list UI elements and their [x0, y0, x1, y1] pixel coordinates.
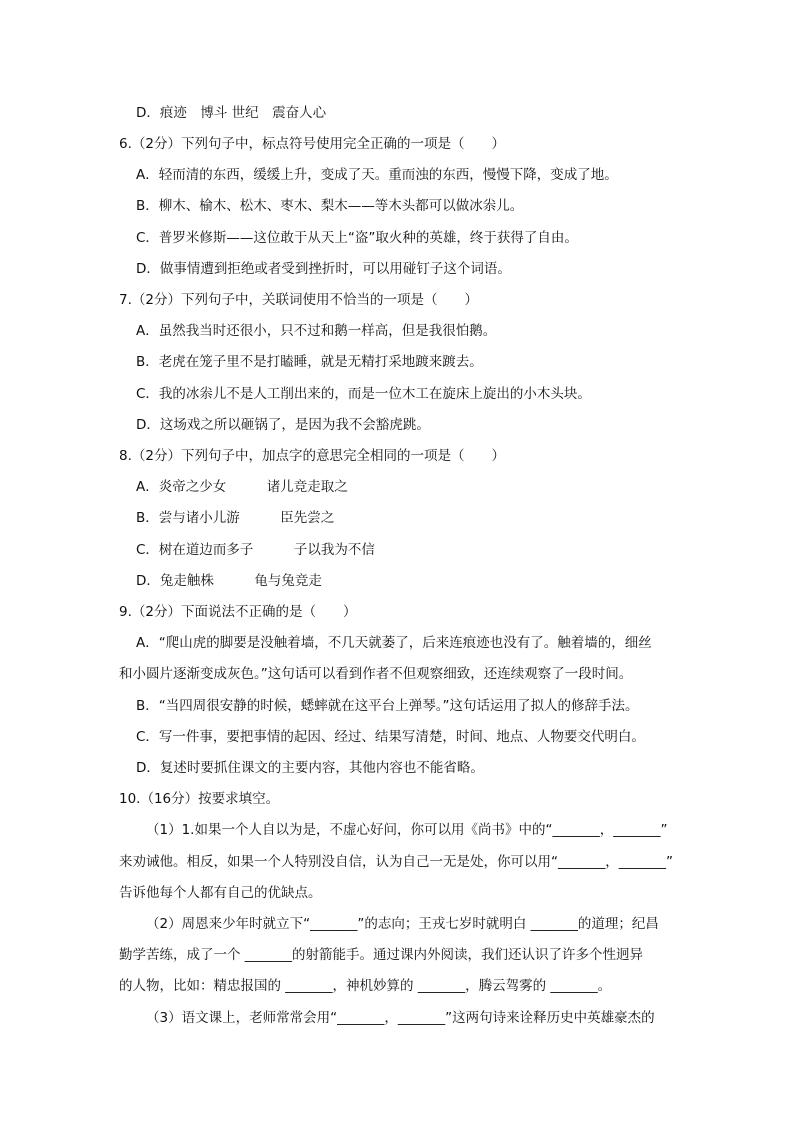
q7-option-b: B．老虎在笼子里不是打瞌睡，就是无精打采地踱来踱去。 [136, 354, 483, 370]
question-7: 7.（2分）下列句子中，关联词使用不恰当的一项是（ ） [119, 292, 478, 308]
q8-option-a: A．炎帝之少女 诸儿竞走取之 [136, 479, 348, 495]
q8-option-d: D．兔走触株 龟与兔竞走 [136, 573, 322, 589]
q10-part-2-line-3: 的人物，比如：精忠报国的 _______，神机妙算的 _______，腾云驾雾的 _______。 [119, 978, 612, 994]
q7-option-a: A．虽然我当时还很小，只不过和鹅一样高，但是我很怕鹅。 [136, 323, 497, 339]
q9-option-a-continued: 和小圆片逐渐变成灰色。”这句话可以看到作者不但观察细致，还连续观察了一段时间。 [119, 666, 633, 682]
q6-option-a: A．轻而清的东西，缓缓上升，变成了天。重而浊的东西，慢慢下降，变成了地。 [136, 167, 618, 183]
q5-option-d: D．痕迹 博斗 世纪 震奋人心 [136, 105, 327, 121]
question-6: 6.（2分）下列句子中，标点符号使用完全正确的一项是（ ） [119, 136, 505, 152]
q6-option-d: D．做事情遭到拒绝或者受到挫折时，可以用碰钉子这个词语。 [136, 261, 511, 277]
q7-option-d: D．这场戏之所以砸锅了，是因为我不会豁虎跳。 [136, 417, 430, 433]
q10-part-2-line-2: 勤学苦练，成了一个 _______的射箭能手。通过课内外阅读，我们还认识了许多个性迥异 [119, 947, 644, 963]
q10-part-1-line-2: 来劝诫他。相反，如果一个人特别没自信，认为自己一无是处，你可以用“_______，_______” [119, 854, 673, 870]
question-10: 10.（16分）按要求填空。 [119, 791, 280, 807]
q8-option-c: C．树在道边而多子 子以我为不信 [136, 542, 375, 558]
q6-option-c: C．普罗米修斯——这位敢于从天上“盗”取火种的英雄，终于获得了自由。 [136, 230, 578, 246]
q10-part-1: （1）1.如果一个人自以为是，不虚心好问，你可以用《尚书》中的“_______，_______” [146, 822, 668, 838]
question-8: 8.（2分）下列句子中，加点字的意思完全相同的一项是（ ） [119, 448, 505, 464]
q10-part-1-line-3: 告诉他每个人都有自己的优缺点。 [119, 885, 322, 901]
q9-option-c: C．写一件事，要把事情的起因、经过、结果写清楚，时间、地点、人物要交代明白。 [136, 729, 645, 745]
q9-option-d: D．复述时要抓住课文的主要内容，其他内容也不能省略。 [136, 760, 484, 776]
q6-option-b: B．柳木、榆木、松木、枣木、梨木——等木头都可以做冰尜儿。 [136, 198, 524, 214]
q10-part-2: （2）周恩来少年时就立下“_______”的志向；王戎七岁时就明白 _______的道理；纪昌 [146, 916, 659, 932]
question-9: 9.（2分）下面说法不正确的是（ ） [119, 604, 357, 620]
q9-option-a: A．“爬山虎的脚要是没触着墙，不几天就萎了，后来连痕迹也没有了。触着墙的，细丝 [136, 635, 652, 651]
q7-option-c: C．我的冰尜儿不是人工削出来的，而是一位木工在旋床上旋出的小木头块。 [136, 386, 591, 402]
q8-option-b: B．尝与诸小儿游 臣先尝之 [136, 510, 335, 526]
q9-option-b: B．“当四周很安静的时候，蟋蟀就在这平台上弹琴。”这句话运用了拟人的修辞手法。 [136, 698, 639, 714]
q10-part-3: （3）语文课上，老师常常会用“_______，_______”这两句诗来诠释历史中英雄豪杰的 [146, 1010, 655, 1026]
